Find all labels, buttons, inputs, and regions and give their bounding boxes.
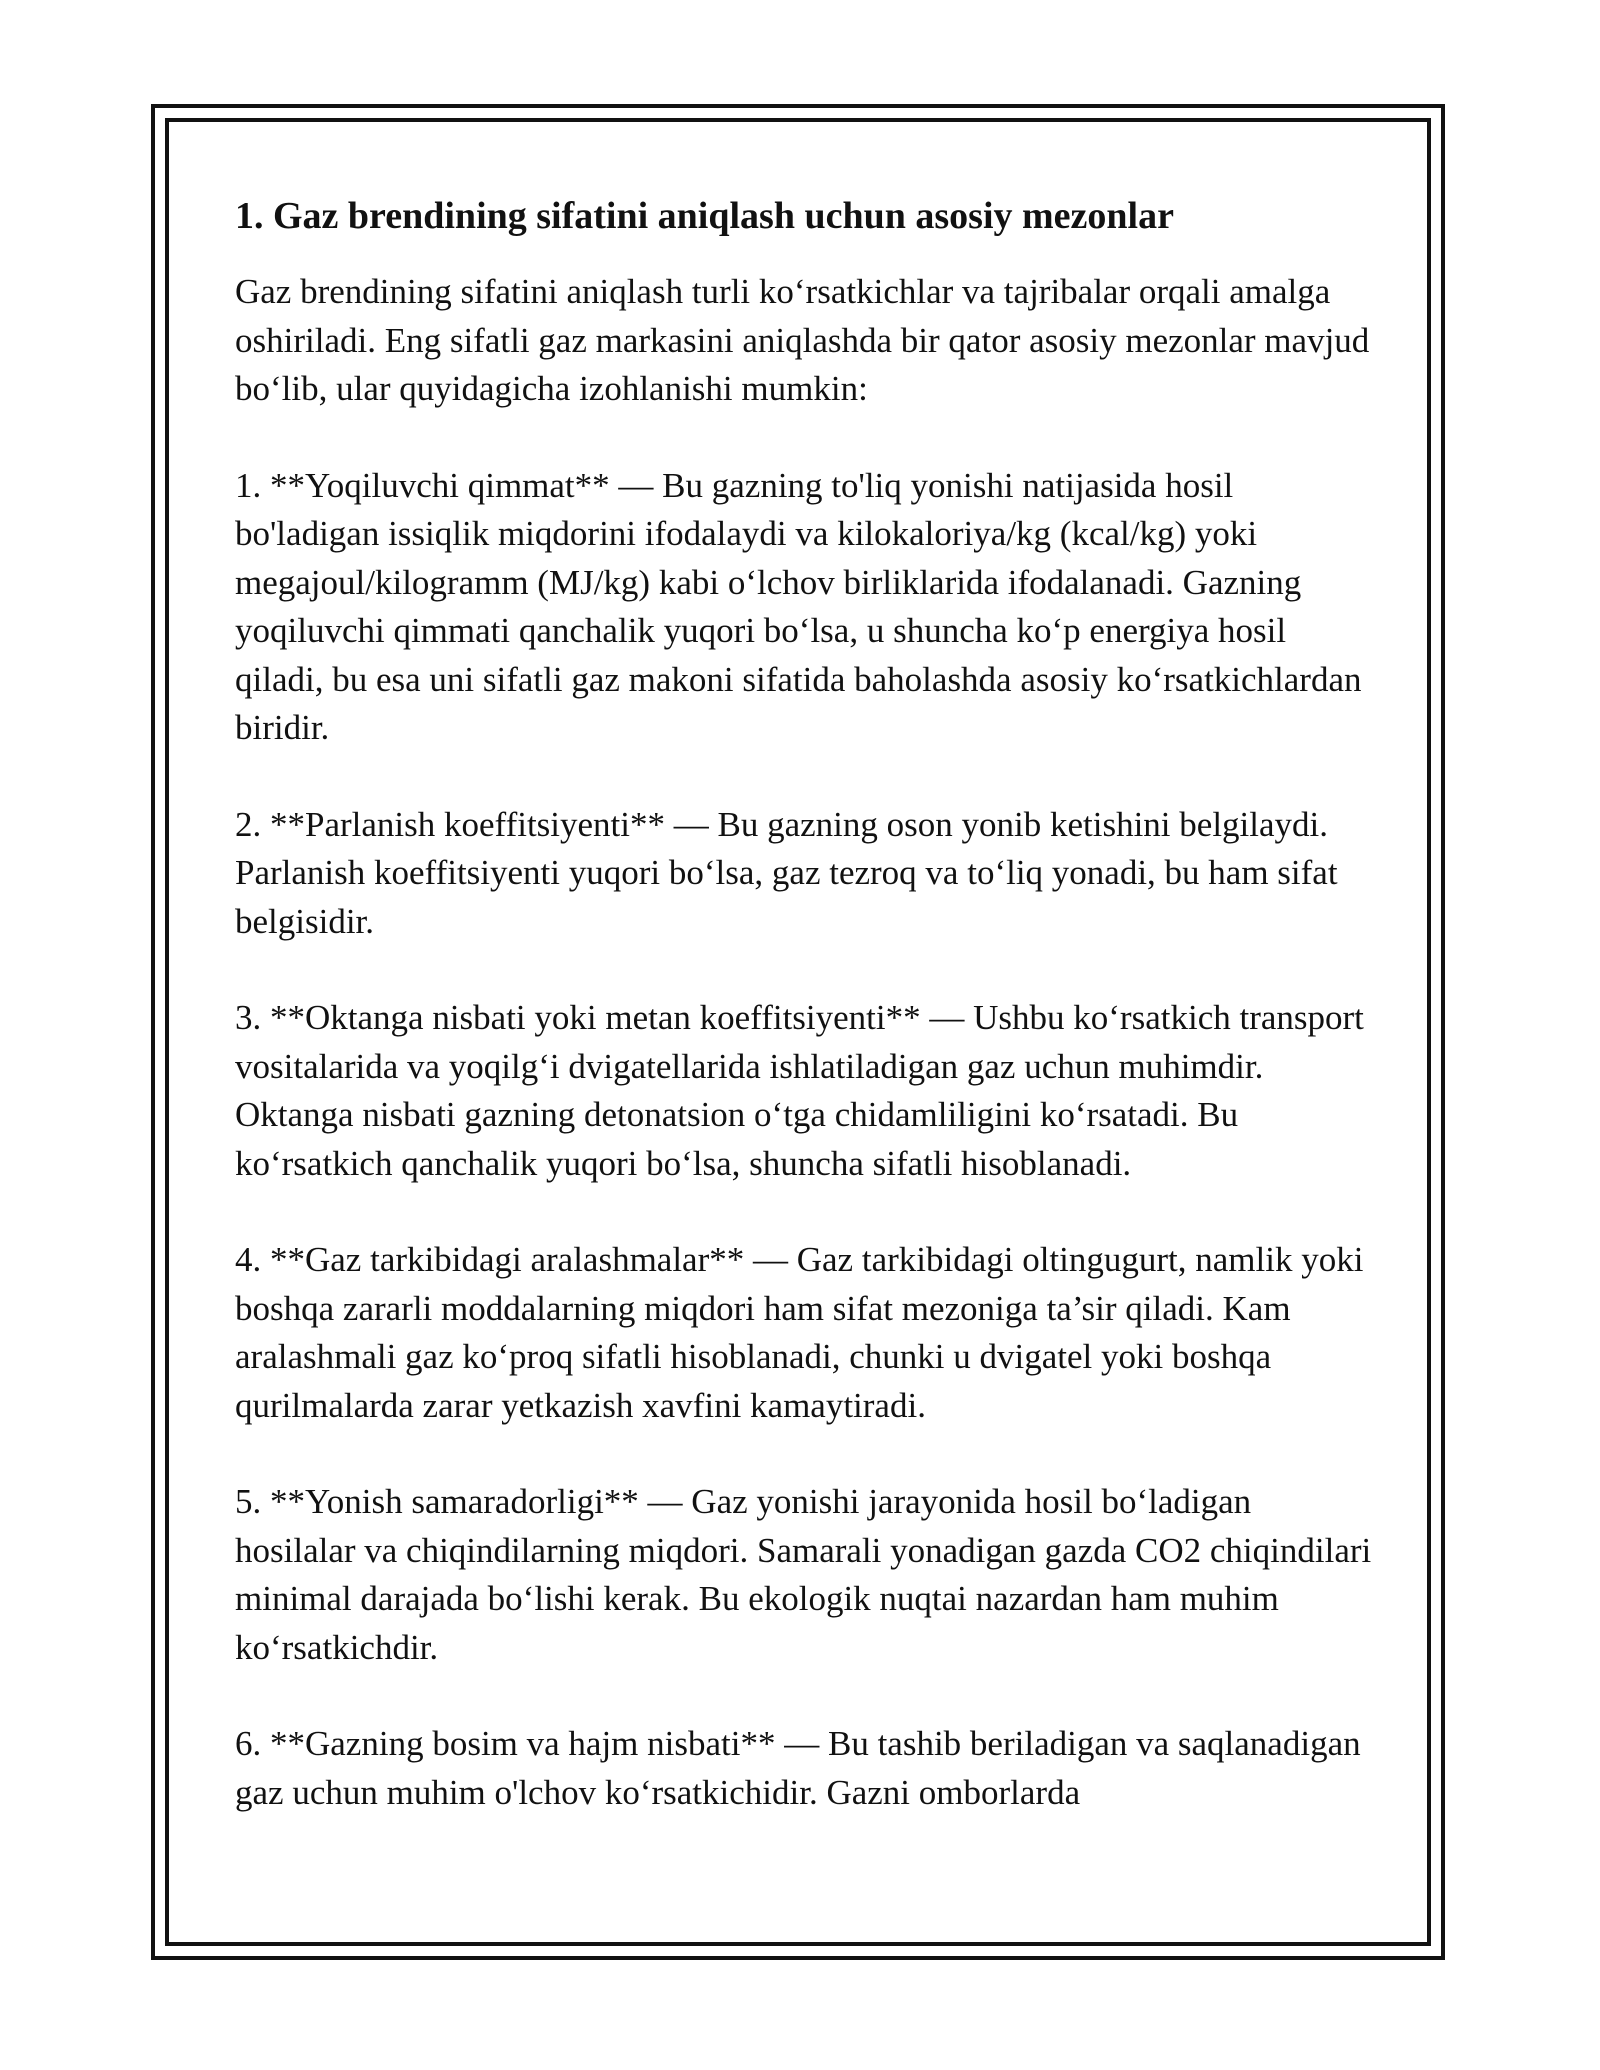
section-heading: 1. Gaz brendining sifatini aniqlash uchun asosiy mezonlar bbox=[235, 195, 1174, 237]
criterion-5-paragraph: 5. **Yonish samaradorligi** — Gaz yonishi jarayonida hosil bo‘ladigan hosilalar va chiqindilarning miqdori. Samarali yonadigan gazda CO2 chiqindilari minimal darajada bo‘lishi kerak. Bu ekologik nuqtai nazardan ham muhim ko‘rsatkichdir. bbox=[235, 1482, 1372, 1667]
criterion-1-paragraph: 1. **Yoqiluvchi qimmat** — Bu gazning to'liq yonishi natijasida hosil bo'ladigan issiqlik miqdorini ifodalaydi va kilokaloriya/kg (kcal/kg) yoki megajoul/kilogramm (MJ/kg) kabi o‘lchov birliklarida ifodalanadi. Gazning yoqiluvchi qimmati qanchalik yuqori bo‘lsa, u shuncha ko‘p energiya hosil qiladi, bu esa uni sifatli gaz makoni sifatida baholashda asosiy ko‘rsatkichlardan biridir. bbox=[235, 465, 1362, 747]
criterion-4-paragraph: 4. **Gaz tarkibidagi aralashmalar** — Gaz tarkibidagi oltingugurt, namlik yoki boshqa zararli moddalarning miqdori ham sifat mezoniga ta’sir qiladi. Kam aralashmali gaz ko‘proq sifatli hisoblanadi, chunki u dvigatel yoki boshqa qurilmalarda zarar yetkazish xavfini kamaytiradi. bbox=[235, 1240, 1364, 1425]
criterion-2-paragraph: 2. **Parlanish koeffitsiyenti** — Bu gazning oson yonib ketishini belgilaydi. Parlanish koeffitsiyenti yuqori bo‘lsa, gaz tezroq va to‘liq yonadi, bu ham sifat belgisidir. bbox=[235, 804, 1338, 941]
intro-paragraph: Gaz brendining sifatini aniqlash turli ko‘rsatkichlar va tajribalar orqali amalga oshiriladi. Eng sifatli gaz markasini aniqlashda bir qator asosiy mezonlar mavjud bo‘lib, ular quyidagicha izohlanishi mumkin: bbox=[235, 272, 1370, 408]
criterion-6-paragraph: 6. **Gazning bosim va hajm nisbati** — Bu tashib beriladigan va saqlanadigan gaz uchun muhim o'lchov ko‘rsatkichidir. Gazni omborlarda bbox=[235, 1724, 1361, 1812]
criterion-3-paragraph: 3. **Oktanga nisbati yoki metan koeffitsiyenti** — Ushbu ko‘rsatkich transport vositalarida va yoqilg‘i dvigatellarida ishlatiladigan gaz uchun muhimdir. Oktanga nisbati gazning detonatsion o‘tga chidamliligini ko‘rsatadi. Bu ko‘rsatkich qanchalik yuqori bo‘lsa, shuncha sifatli hisoblanadi. bbox=[235, 998, 1364, 1183]
document-body bbox=[235, 190, 1375, 1865]
